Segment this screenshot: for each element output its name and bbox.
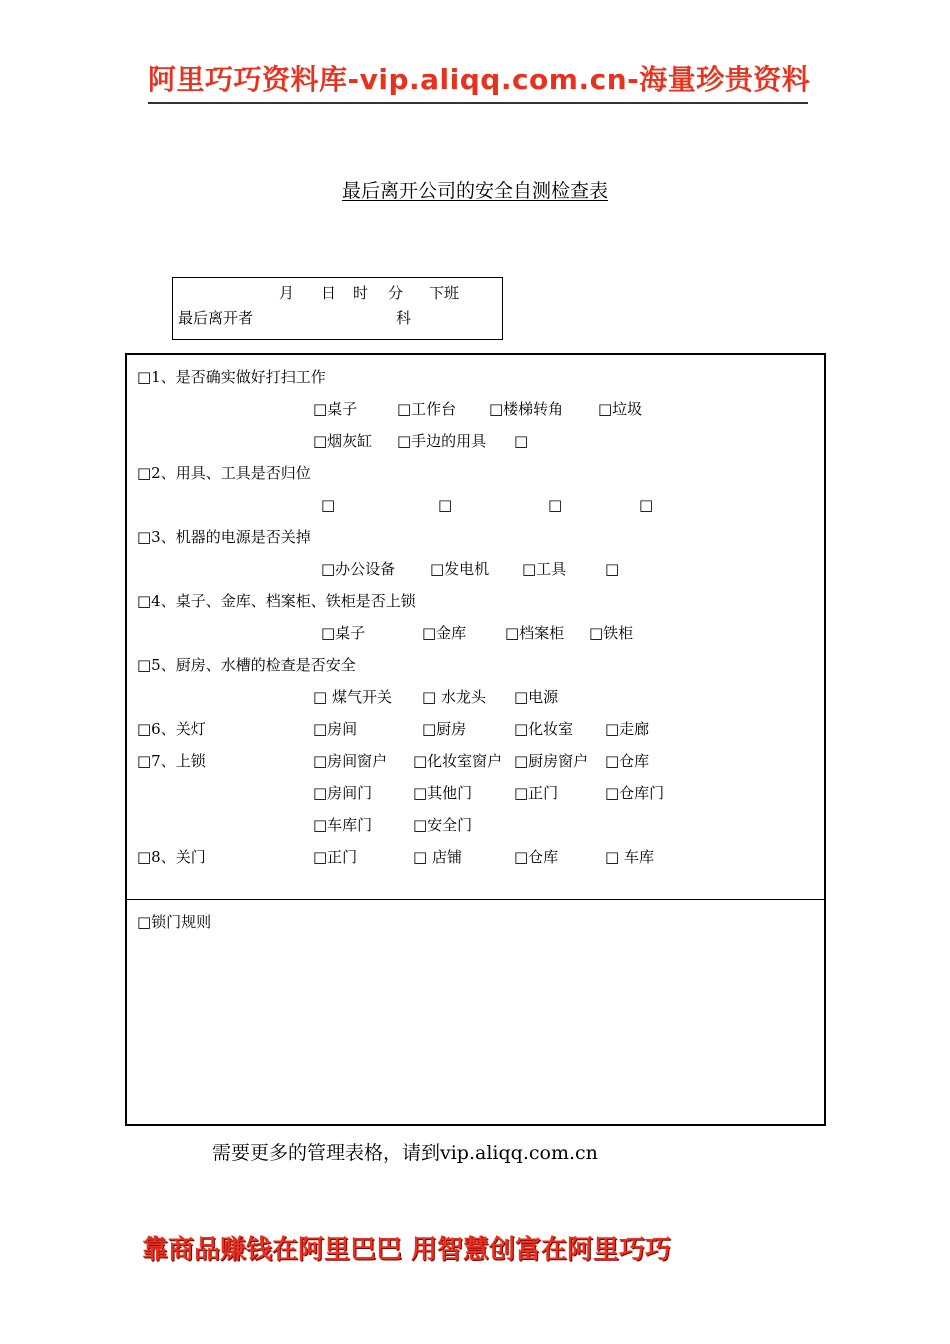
info-box <box>172 277 503 340</box>
q7-option-restroom-window[interactable]: □化妆室窗户 <box>413 752 503 770</box>
q3-option-blank[interactable]: □ <box>605 560 620 578</box>
minute-label: 分 <box>388 284 404 302</box>
q4-option-desk[interactable]: □桌子 <box>321 624 366 642</box>
page-title-text: 最后离开公司的安全自测检查表 <box>341 180 608 202</box>
page-title <box>0 176 950 203</box>
q1-option-garbage[interactable]: □垃圾 <box>598 400 643 418</box>
q7-option-room-door[interactable]: □房间门 <box>313 784 373 802</box>
bottom-banner: 靠商品赚钱在阿里巴巴 用智慧创富在阿里巧巧 <box>142 1235 672 1265</box>
hour-label: 时 <box>353 284 369 302</box>
q8-option-garage[interactable]: □ 车库 <box>605 848 654 866</box>
question-1[interactable]: □1、是否确实做好打扫工作 <box>137 368 326 386</box>
question-2[interactable]: □2、用具、工具是否归位 <box>137 464 311 482</box>
last-leaver-label: 最后离开者 <box>178 309 254 327</box>
lock-rules-checkbox[interactable]: □锁门规则 <box>137 913 212 931</box>
question-6[interactable]: □6、关灯 <box>137 720 206 738</box>
q7-option-warehouse[interactable]: □仓库 <box>605 752 650 770</box>
question-7[interactable]: □7、上锁 <box>137 752 206 770</box>
q3-option-office-equipment[interactable]: □办公设备 <box>321 560 396 578</box>
q5-option-power[interactable]: □电源 <box>514 688 559 706</box>
q8-option-shop[interactable]: □ 店铺 <box>413 848 462 866</box>
q7-option-warehouse-door[interactable]: □仓库门 <box>605 784 665 802</box>
q2-option-4[interactable]: □ <box>639 496 654 514</box>
question-5[interactable]: □5、厨房、水槽的检查是否安全 <box>137 656 356 674</box>
q8-option-main-door[interactable]: □正门 <box>313 848 358 866</box>
question-8[interactable]: □8、关门 <box>137 848 206 866</box>
q7-option-safety-door[interactable]: □安全门 <box>413 816 473 834</box>
q5-option-faucet[interactable]: □ 水龙头 <box>422 688 486 706</box>
q1-option-workbench[interactable]: □工作台 <box>397 400 457 418</box>
q6-option-corridor[interactable]: □走廊 <box>605 720 650 738</box>
section-divider <box>127 899 824 900</box>
q2-option-2[interactable]: □ <box>438 496 453 514</box>
q1-option-blank[interactable]: □ <box>514 432 529 450</box>
q2-option-3[interactable]: □ <box>548 496 563 514</box>
q7-option-room-window[interactable]: □房间窗户 <box>313 752 388 770</box>
q1-option-desk[interactable]: □桌子 <box>313 400 358 418</box>
question-3[interactable]: □3、机器的电源是否关掉 <box>137 528 311 546</box>
q5-option-gas-switch[interactable]: □ 煤气开关 <box>313 688 392 706</box>
q2-option-1[interactable]: □ <box>321 496 336 514</box>
question-4[interactable]: □4、桌子、金库、档案柜、铁柜是否上锁 <box>137 592 416 610</box>
q6-option-restroom[interactable]: □化妆室 <box>514 720 574 738</box>
q3-option-tools[interactable]: □工具 <box>522 560 567 578</box>
q1-option-handy-tools[interactable]: □手边的用具 <box>397 432 487 450</box>
q4-option-iron-cabinet[interactable]: □铁柜 <box>589 624 634 642</box>
q3-option-generator[interactable]: □发电机 <box>430 560 490 578</box>
q1-option-ashtray[interactable]: □烟灰缸 <box>313 432 373 450</box>
q7-option-kitchen-window[interactable]: □厨房窗户 <box>514 752 589 770</box>
footer-text: 需要更多的管理表格，请到vip.aliqq.com.cn <box>212 1142 598 1164</box>
off-work-label: 下班 <box>429 284 460 302</box>
q8-option-warehouse[interactable]: □仓库 <box>514 848 559 866</box>
q1-option-stair-corner[interactable]: □楼梯转角 <box>489 400 564 418</box>
day-label: 日 <box>321 284 337 302</box>
q6-option-room[interactable]: □房间 <box>313 720 358 738</box>
checklist-box <box>125 353 826 1126</box>
month-label: 月 <box>279 284 295 302</box>
q4-option-vault[interactable]: □金库 <box>422 624 467 642</box>
q7-option-garage-door[interactable]: □车库门 <box>313 816 373 834</box>
q6-option-kitchen[interactable]: □厨房 <box>422 720 467 738</box>
department-label: 科 <box>396 309 412 327</box>
top-banner: 阿里巧巧资料库-vip.aliqq.com.cn-海量珍贵资料 <box>148 62 808 104</box>
q4-option-file-cabinet[interactable]: □档案柜 <box>505 624 565 642</box>
q7-option-main-door[interactable]: □正门 <box>514 784 559 802</box>
q7-option-other-door[interactable]: □其他门 <box>413 784 473 802</box>
